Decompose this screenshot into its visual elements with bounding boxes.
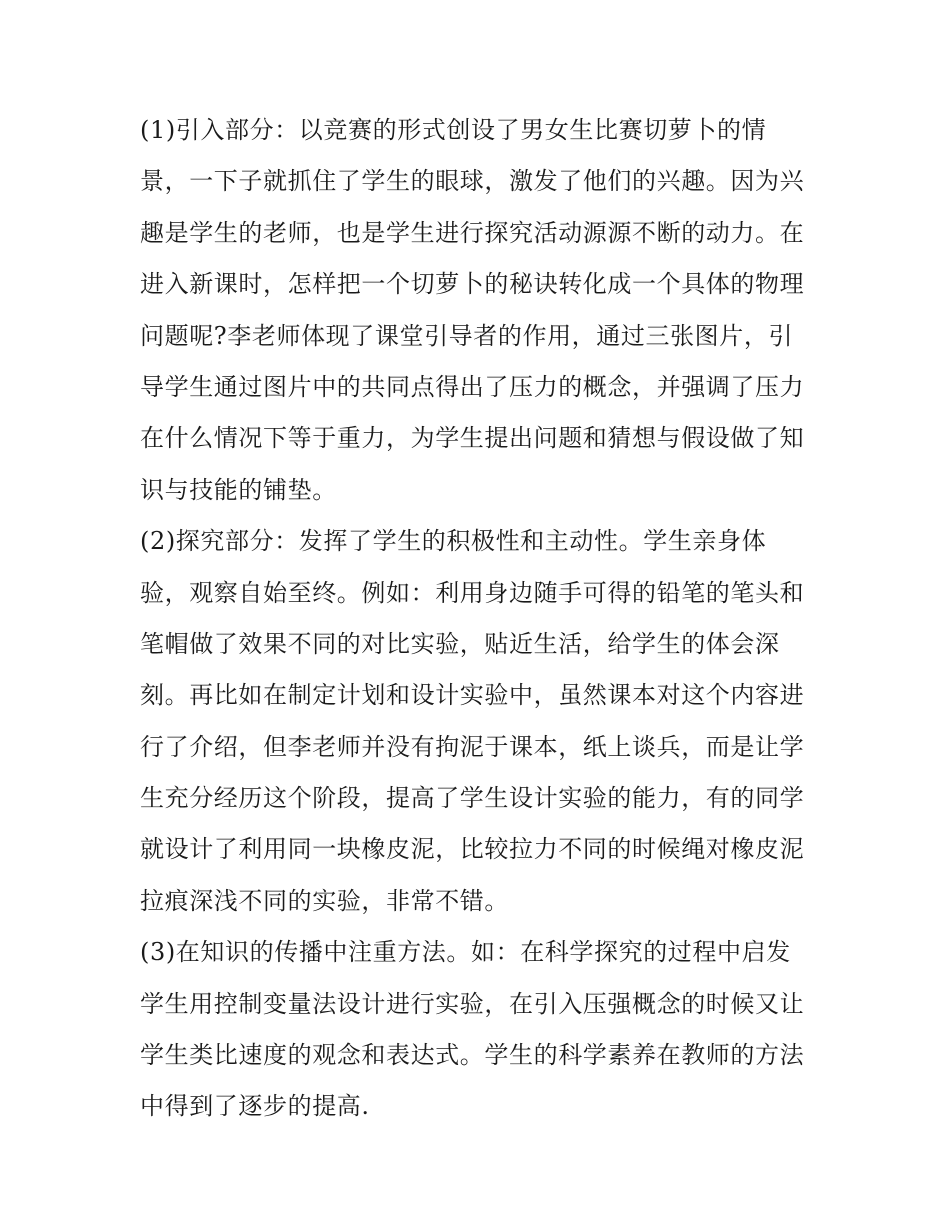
text-line-1: (1)引入部分：以竞赛的形式创设了男女生比赛切萝卜的情 <box>140 116 767 144</box>
text-line-5: 问题呢?李老师体现了课堂引导者的作用，通过三张图片，引 <box>140 321 794 350</box>
text-line-3: 趣是学生的老师，也是学生进行探究活动源源不断的动力。在 <box>140 218 805 247</box>
text-line-18: 学生用控制变量法设计进行实验，在引入压强概念的时候又让 <box>140 989 805 1018</box>
text-line-4: 进入新课时，怎样把一个切萝卜的秘诀转化成一个具体的物理 <box>140 270 805 299</box>
text-line-8: 识与技能的铺垫。 <box>140 475 337 504</box>
text-line-6: 导学生通过图片中的共同点得出了压力的概念，并强调了压力 <box>140 372 805 401</box>
text-line-20: 中得到了逐步的提高. <box>140 1092 370 1121</box>
text-line-17: (3)在知识的传播中注重方法。如：在科学探究的过程中启发 <box>140 938 791 967</box>
text-line-16: 拉痕深浅不同的实验，非常不错。 <box>140 886 509 915</box>
text-line-11: 笔帽做了效果不同的对比实验，贴近生活，给学生的体会深 <box>140 629 780 658</box>
document-body <box>140 105 816 1133</box>
text-line-13: 行了介绍，但李老师并没有拘泥于课本，纸上谈兵，而是让学 <box>140 732 805 761</box>
text-line-14: 生充分经历这个阶段，提高了学生设计实验的能力，有的同学 <box>140 784 805 813</box>
text-line-15: 就设计了利用同一块橡皮泥，比较拉力不同的时候绳对橡皮泥 <box>140 835 805 864</box>
text-line-19: 学生类比速度的观念和表达式。学生的科学素养在教师的方法 <box>140 1041 805 1070</box>
text-line-10: 验，观察自始至终。例如：利用身边随手可得的铅笔的笔头和 <box>140 578 805 607</box>
text-line-12: 刻。再比如在制定计划和设计实验中，虽然课本对这个内容进 <box>140 681 805 710</box>
text-line-7: 在什么情况下等于重力，为学生提出问题和猜想与假设做了知 <box>140 424 805 453</box>
text-line-2: 景，一下子就抓住了学生的眼球，激发了他们的兴趣。因为兴 <box>140 167 805 196</box>
text-line-9: (2)探究部分：发挥了学生的积极性和主动性。学生亲身体 <box>140 527 767 556</box>
